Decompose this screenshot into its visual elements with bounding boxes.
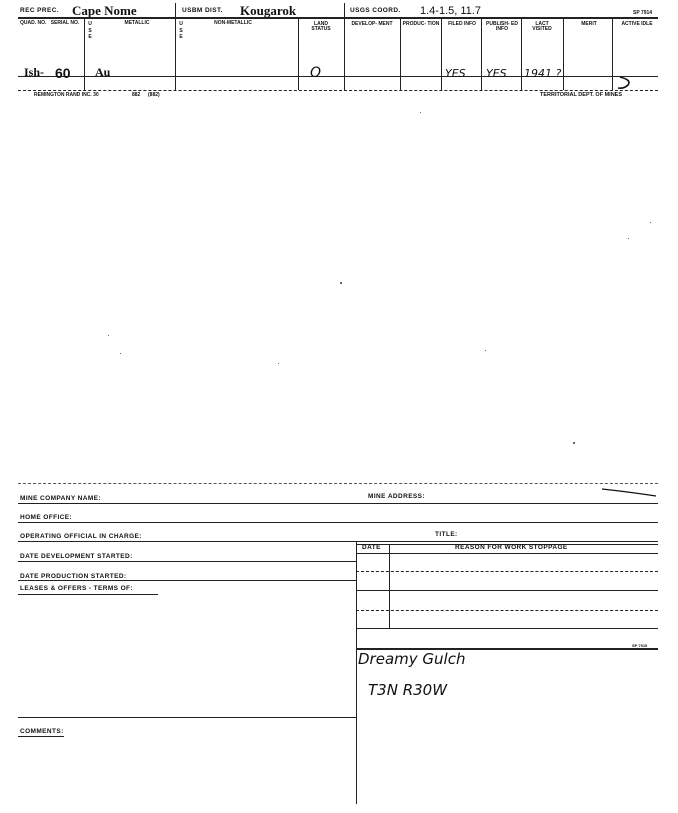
mine-address-label: MINE ADDRESS: bbox=[368, 493, 425, 500]
row-published-info: YES bbox=[486, 67, 507, 80]
handwritten-line-1: Dreamy Gulch bbox=[358, 650, 466, 668]
date-col-label: DATE bbox=[362, 544, 381, 551]
usbm-dist-label: USBM DIST. bbox=[182, 7, 223, 14]
row-filed-info: YES bbox=[445, 67, 466, 80]
usgs-coord-label: USGS COORD. bbox=[350, 7, 401, 14]
back-rule-top bbox=[18, 483, 658, 484]
stoppage-line-3 bbox=[356, 610, 658, 611]
form-number: SP 7914 bbox=[633, 10, 653, 16]
col-active-idle: ACTIVE IDLE bbox=[621, 21, 653, 27]
divider-7 bbox=[481, 19, 482, 90]
divider-8 bbox=[521, 19, 522, 90]
row-last-visited: 1941 ? bbox=[524, 67, 562, 80]
title-label: TITLE: bbox=[435, 531, 458, 538]
col-merit: MERIT bbox=[581, 21, 597, 27]
row-land-status: O bbox=[310, 65, 322, 81]
leases-offers-label: LEASES & OFFERS - TERMS OF: bbox=[20, 585, 133, 592]
row-line-comments bbox=[18, 717, 356, 718]
col-development: DEVELOP- MENT bbox=[351, 21, 393, 27]
divider-10 bbox=[612, 19, 613, 90]
divider-9 bbox=[563, 19, 564, 90]
stoppage-line-2 bbox=[356, 590, 658, 591]
back-form-number: SP 7915 bbox=[632, 643, 648, 648]
dept-name: TERRITORIAL DEPT. OF MINES bbox=[540, 92, 622, 98]
header-rule-bottom bbox=[18, 90, 658, 91]
row-line-5 bbox=[18, 580, 356, 581]
operating-official-label: OPERATING OFFICIAL IN CHARGE: bbox=[20, 533, 142, 540]
stoppage-header-line bbox=[356, 553, 658, 554]
usgs-coord-value: 1.4-1.5, 11.7 bbox=[420, 5, 481, 17]
col-production: PRODUC- TION bbox=[402, 21, 440, 27]
divider-2 bbox=[344, 3, 345, 90]
col-filed-info: FILED INFO bbox=[448, 21, 476, 27]
printer-line: REMINGTON RAND INC. 30 bbox=[34, 92, 99, 98]
header-rule-top bbox=[18, 17, 658, 19]
pen-stroke bbox=[600, 484, 660, 500]
date-divider bbox=[389, 544, 390, 628]
row-line-4 bbox=[18, 561, 356, 562]
row-quad: Ish- bbox=[24, 65, 45, 79]
active-idle-mark bbox=[616, 74, 640, 92]
col-use-nonmetallic: U S E bbox=[179, 21, 183, 40]
usbm-dist-value: Kougarok bbox=[240, 3, 297, 18]
printer-code-1: 882 bbox=[132, 92, 141, 98]
divider-1 bbox=[175, 3, 176, 90]
col-published-info: PUBLISH- ED INFO bbox=[486, 21, 518, 33]
row-metallic: Au bbox=[95, 65, 111, 79]
reason-stoppage-label: REASON FOR WORK STOPPAGE bbox=[455, 544, 568, 551]
col-metallic: METALLIC bbox=[124, 20, 150, 26]
printer-code-2: (882) bbox=[148, 92, 160, 98]
header-rule-mid bbox=[18, 76, 658, 77]
mine-company-name-label: MINE COMPANY NAME: bbox=[20, 495, 101, 502]
col-serial: SERIAL NO. bbox=[50, 20, 80, 26]
comments-label: COMMENTS: bbox=[20, 728, 64, 735]
date-production-started-label: DATE PRODUCTION STARTED: bbox=[20, 573, 127, 580]
row-line-1 bbox=[18, 503, 658, 504]
stoppage-line-4 bbox=[356, 628, 658, 629]
row-line-2 bbox=[18, 522, 658, 523]
handwritten-line-2: T3N R30W bbox=[368, 681, 448, 699]
col-last-visited: LACT VISITED bbox=[532, 21, 552, 33]
divider-6 bbox=[441, 19, 442, 90]
home-office-label: HOME OFFICE: bbox=[20, 514, 73, 521]
leases-underline bbox=[18, 594, 158, 595]
date-development-started-label: DATE DEVELOPMENT STARTED: bbox=[20, 553, 133, 560]
col-land-status: LAND STATUS bbox=[311, 21, 331, 33]
stoppage-line-1 bbox=[356, 571, 658, 572]
col-non-metallic: NON-METALLIC bbox=[214, 20, 252, 26]
divider-5 bbox=[400, 19, 401, 90]
center-divider bbox=[356, 541, 357, 804]
col-quad: QUAD. NO. bbox=[20, 20, 47, 26]
row-line-3 bbox=[18, 541, 658, 542]
row-serial: 60 bbox=[55, 65, 71, 81]
comments-underline bbox=[18, 736, 64, 737]
rec-prec-label: REC PREC. bbox=[20, 7, 59, 14]
divider-4 bbox=[298, 19, 299, 90]
col-use-metallic: U S E bbox=[88, 21, 92, 40]
rec-prec-value: Cape Nome bbox=[72, 3, 137, 18]
divider-3 bbox=[84, 19, 85, 90]
